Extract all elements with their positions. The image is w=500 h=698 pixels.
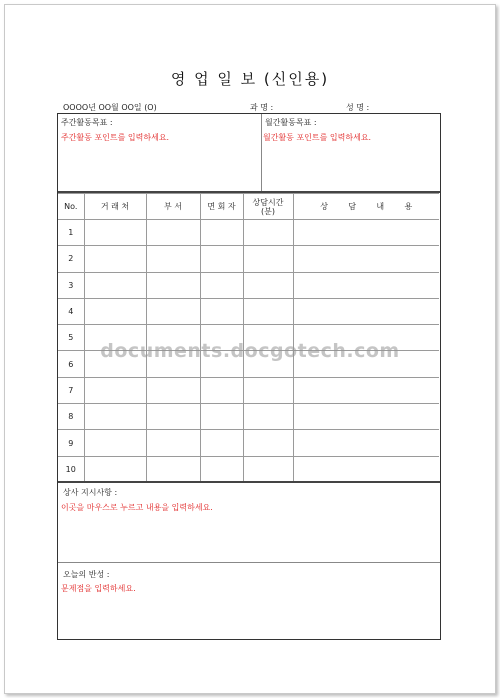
- reflection-input[interactable]: 문제점을 입력하세요.: [61, 584, 136, 593]
- interviewee-cell[interactable]: [200, 272, 243, 298]
- department-cell[interactable]: [146, 298, 200, 324]
- header-department: 부 서: [146, 194, 200, 220]
- consultation-table: [58, 193, 439, 483]
- department-cell[interactable]: [146, 272, 200, 298]
- row-number: 3: [58, 272, 84, 298]
- watermark: documents.docgotech.com: [100, 340, 400, 362]
- monthly-goal-label: 월간활동목표 :: [265, 118, 317, 127]
- department-cell[interactable]: [146, 404, 200, 430]
- client-cell[interactable]: [84, 220, 146, 246]
- table-row: [58, 430, 439, 456]
- time-cell[interactable]: [243, 298, 293, 324]
- row-number: 10: [58, 456, 84, 482]
- content-cell[interactable]: [293, 220, 439, 246]
- department-cell[interactable]: [146, 377, 200, 403]
- table-header-row: [58, 194, 439, 220]
- department-cell[interactable]: [146, 456, 200, 482]
- row-number: 2: [58, 246, 84, 272]
- interviewee-cell[interactable]: [200, 377, 243, 403]
- client-cell[interactable]: [84, 298, 146, 324]
- instructions-input[interactable]: 이곳을 마우스로 누르고 내용을 입력하세요.: [61, 503, 213, 512]
- row-number: 7: [58, 377, 84, 403]
- content-cell[interactable]: [293, 246, 439, 272]
- interviewee-cell[interactable]: [200, 456, 243, 482]
- client-cell[interactable]: [84, 272, 146, 298]
- report-sheet: [57, 113, 441, 640]
- header-client: 거 래 처: [84, 194, 146, 220]
- table-row: [58, 404, 439, 430]
- row-number: 9: [58, 430, 84, 456]
- content-cell[interactable]: [293, 298, 439, 324]
- header-consult-content: 상 담 내 용: [293, 194, 439, 220]
- monthly-goal-input[interactable]: 월간활동 포인트를 입력하세요.: [263, 133, 372, 142]
- department-cell[interactable]: [146, 246, 200, 272]
- department-cell[interactable]: [146, 430, 200, 456]
- goals-divider: [261, 114, 262, 192]
- reflection-label: 오늘의 반성 :: [63, 570, 110, 579]
- weekly-goal-label: 주간활동목표 :: [61, 118, 113, 127]
- table-row: [58, 246, 439, 272]
- time-cell[interactable]: [243, 220, 293, 246]
- client-cell[interactable]: [84, 246, 146, 272]
- table-row: [58, 272, 439, 298]
- table-row: [58, 456, 439, 482]
- table-row: [58, 220, 439, 246]
- row-number: 8: [58, 404, 84, 430]
- instructions-bottom-rule: [58, 562, 440, 563]
- interviewee-cell[interactable]: [200, 404, 243, 430]
- content-cell[interactable]: [293, 430, 439, 456]
- interviewee-cell[interactable]: [200, 298, 243, 324]
- client-cell[interactable]: [84, 404, 146, 430]
- time-cell[interactable]: [243, 404, 293, 430]
- header-no: No.: [58, 194, 84, 220]
- interviewee-cell[interactable]: [200, 220, 243, 246]
- document-title: 영 업 일 보 (신인용): [170, 70, 330, 88]
- interviewee-cell[interactable]: [200, 430, 243, 456]
- content-cell[interactable]: [293, 456, 439, 482]
- row-number: 6: [58, 351, 84, 377]
- table-bottom-rule: [58, 481, 440, 483]
- time-cell[interactable]: [243, 377, 293, 403]
- content-cell[interactable]: [293, 404, 439, 430]
- client-cell[interactable]: [84, 430, 146, 456]
- content-cell[interactable]: [293, 272, 439, 298]
- department-field[interactable]: 과 명 :: [250, 103, 274, 112]
- name-field[interactable]: 성 명 :: [346, 103, 370, 112]
- report-date[interactable]: OOOO년 OO월 OO일 (O): [63, 103, 157, 112]
- time-cell[interactable]: [243, 430, 293, 456]
- time-cell[interactable]: [243, 272, 293, 298]
- row-number: 4: [58, 298, 84, 324]
- table-row: [58, 298, 439, 324]
- row-number: 1: [58, 220, 84, 246]
- time-cell[interactable]: [243, 456, 293, 482]
- client-cell[interactable]: [84, 377, 146, 403]
- time-cell[interactable]: [243, 246, 293, 272]
- interviewee-cell[interactable]: [200, 246, 243, 272]
- row-number: 5: [58, 325, 84, 351]
- weekly-goal-input[interactable]: 주간활동 포인트를 입력하세요.: [61, 133, 170, 142]
- client-cell[interactable]: [84, 456, 146, 482]
- instructions-label: 상사 지시사항 :: [63, 488, 118, 497]
- department-cell[interactable]: [146, 220, 200, 246]
- header-interviewee: 면 회 자: [200, 194, 243, 220]
- content-cell[interactable]: [293, 377, 439, 403]
- table-row: [58, 377, 439, 403]
- header-consult-time: 상담시간 (분): [243, 194, 293, 220]
